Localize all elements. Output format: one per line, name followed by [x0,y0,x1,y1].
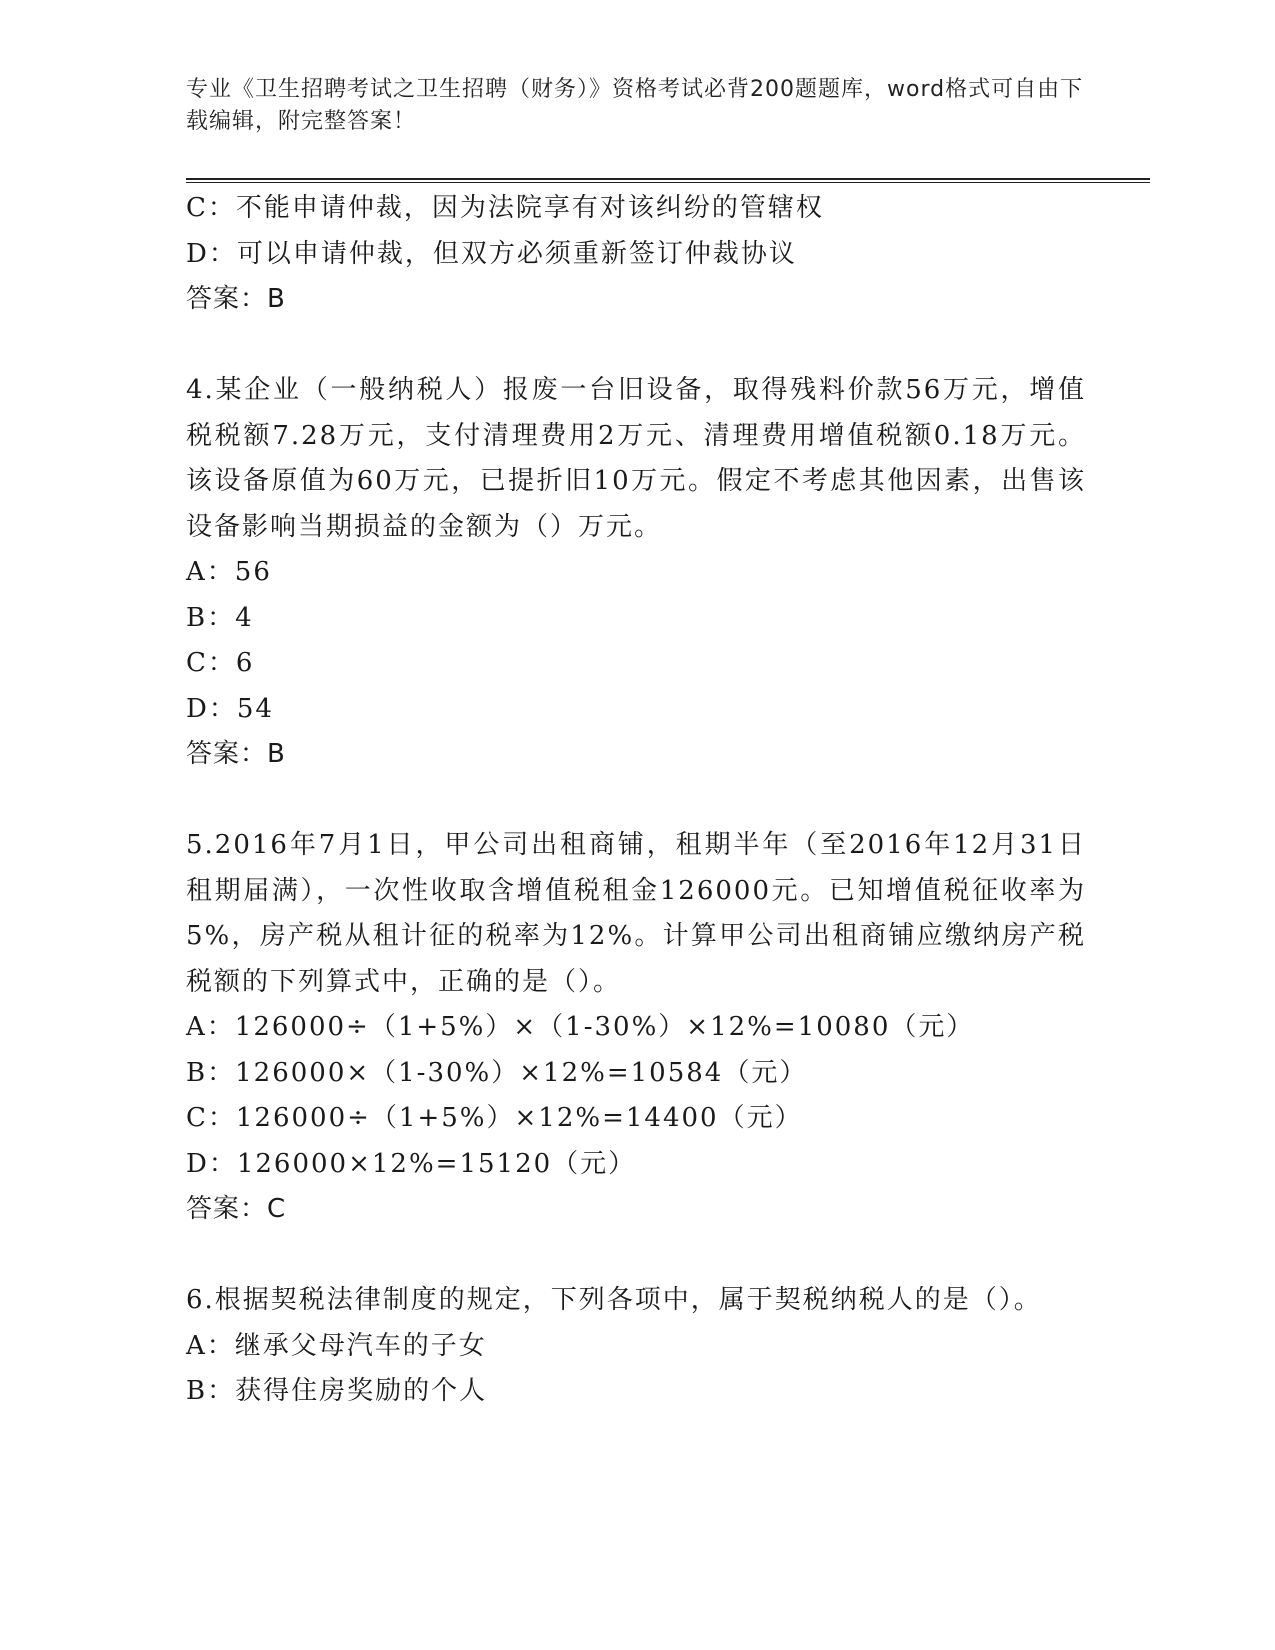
option-a: A：继承父母汽车的子女 [186,1330,487,1361]
question-list [186,186,1086,1415]
document-title: 专业《卫生招聘考试之卫生招聘（财务）》资格考试必背200题题库，word格式可自由下载编辑，附完整答案！ [186,77,1084,134]
spacer [186,1233,1086,1279]
option-b: B：4 [186,602,254,633]
answer: 答案：B [186,739,286,769]
question-3 [186,186,1086,323]
question-6 [186,1278,1086,1415]
question-5 [186,823,1086,1233]
option-d: D：可以申请仲裁，但双方必须重新签订仲裁协议 [186,238,797,269]
question-stem: 6.根据契税法律制度的规定，下列各项中，属于契税纳税人的是（）。 [186,1285,1042,1315]
header-divider [186,178,1150,183]
option-c: C：不能申请仲裁，因为法院享有对该纠纷的管辖权 [186,193,824,223]
question-stem: 4.某企业（一般纳税人）报废一台旧设备，取得残料价款56万元，增值税税额7.28万元，支付清理费用2万元、清理费用增值税额0.18万元。该设备原值为60万元，已提折旧10万元。假定不考虑其他因素，出售该设备影响当期损益的金额为（）万元。 [186,375,1086,542]
option-c: C：6 [186,648,255,678]
option-a: A：126000÷（1+5%）×（1-30%）×12%=10080（元） [186,1012,975,1042]
answer: 答案：C [186,1194,287,1224]
page-header [186,74,1086,138]
option-b: B：126000×（1-30%）×12%=10584（元） [186,1057,808,1088]
question-4 [186,368,1086,778]
spacer [186,778,1086,824]
option-d: D：54 [186,693,274,724]
spacer [186,323,1086,369]
option-d: D：126000×12%=15120（元） [186,1148,637,1179]
option-a: A：56 [186,557,272,587]
answer: 答案：B [186,284,286,314]
option-b: B：获得住房奖励的个人 [186,1376,488,1406]
question-stem: 5.2016年7月1日，甲公司出租商铺，租期半年（至2016年12月31日租期届满），一次性收取含增值税租金126000元。已知增值税征收率为5%，房产税从租计征的税率为12%。计算甲公司出租商铺应缴纳房产税税额的下列算式中，正确的是（）。 [186,830,1086,997]
option-c: C：126000÷（1+5%）×12%=14400（元） [186,1103,803,1133]
